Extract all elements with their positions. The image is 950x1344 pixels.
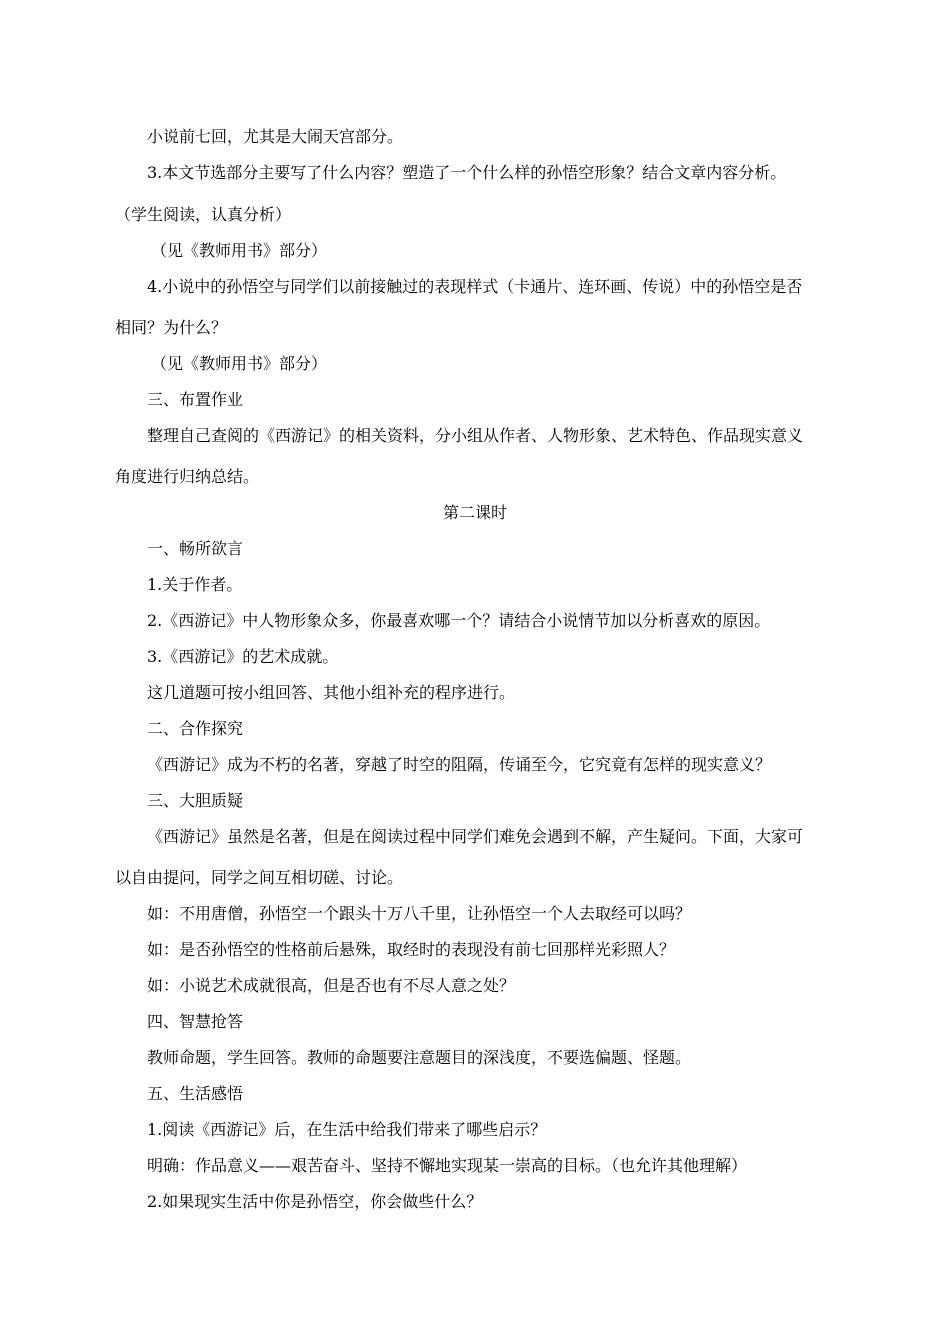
text-line: 整理自己查阅的《西游记》的相关资料，分小组从作者、人物形象、艺术特色、作品现实意义 — [147, 426, 804, 445]
section-heading: 一、畅所欲言 — [147, 539, 244, 558]
text-line: 如：不用唐僧，孙悟空一个跟头十万八千里，让孙悟空一个人去取经可以吗？ — [147, 904, 692, 923]
text-line: 3.《西游记》的艺术成就。 — [147, 647, 339, 666]
text-line: （见《教师用书》部分） — [151, 241, 328, 260]
text-line: 2.《西游记》中人物形象众多，你最喜欢哪一个？请结合小说情节加以分析喜欢的原因。 — [147, 611, 771, 630]
question-3: 3.本文节选部分主要写了什么内容？塑造了一个什么样的孙悟空形象？结合文章内容分析。 — [147, 163, 787, 182]
text-line: 相同？为什么？ — [115, 318, 228, 337]
section-heading: 五、生活感悟 — [147, 1084, 244, 1103]
lesson-title: 第二课时 — [442, 503, 507, 522]
text-line: 《西游记》虽然是名著，但是在阅读过程中同学们难免会遇到不解，产生疑问。下面，大家可 — [147, 827, 804, 846]
text-line: 如：是否孙悟空的性格前后悬殊，取经时的表现没有前七回那样光彩照人？ — [147, 940, 676, 959]
text-line: 以自由提问，同学之间互相切磋、讨论。 — [115, 868, 404, 887]
text-line: （见《教师用书》部分） — [151, 354, 328, 373]
text-line: 1.阅读《西游记》后，在生活中给我们带来了哪些启示？ — [147, 1120, 547, 1139]
text-line: 如：小说艺术成就很高，但是否也有不尽人意之处？ — [147, 976, 516, 995]
text-line: （学生阅读，认真分析） — [115, 205, 292, 224]
text-line: 这几道题可按小组回答、其他小组补充的程序进行。 — [147, 683, 516, 702]
text-line: 小说前七回，尤其是大闹天宫部分。 — [147, 127, 404, 146]
section-heading: 二、合作探究 — [147, 719, 244, 738]
text-line: 《西游记》成为不朽的名著，穿越了时空的阻隔，传诵至今，它究竟有怎样的现实意义？ — [147, 755, 772, 774]
text-line: 明确：作品意义——艰苦奋斗、坚持不懈地实现某一崇高的目标。（也允许其他理解） — [147, 1156, 748, 1175]
text-line: 教师命题，学生回答。教师的命题要注意题目的深浅度，不要选偏题、怪题。 — [147, 1048, 692, 1067]
section-heading: 三、布置作业 — [147, 390, 244, 409]
question-4: 4.小说中的孙悟空与同学们以前接触过的表现样式（卡通片、连环画、传说）中的孙悟空是否 — [147, 277, 803, 296]
text-line: 角度进行归纳总结。 — [115, 467, 260, 486]
section-heading: 四、智慧抢答 — [147, 1012, 244, 1031]
text-line: 1.关于作者。 — [147, 575, 243, 594]
text-line: 2.如果现实生活中你是孙悟空，你会做些什么？ — [147, 1192, 483, 1211]
section-heading: 三、大胆质疑 — [147, 791, 244, 810]
